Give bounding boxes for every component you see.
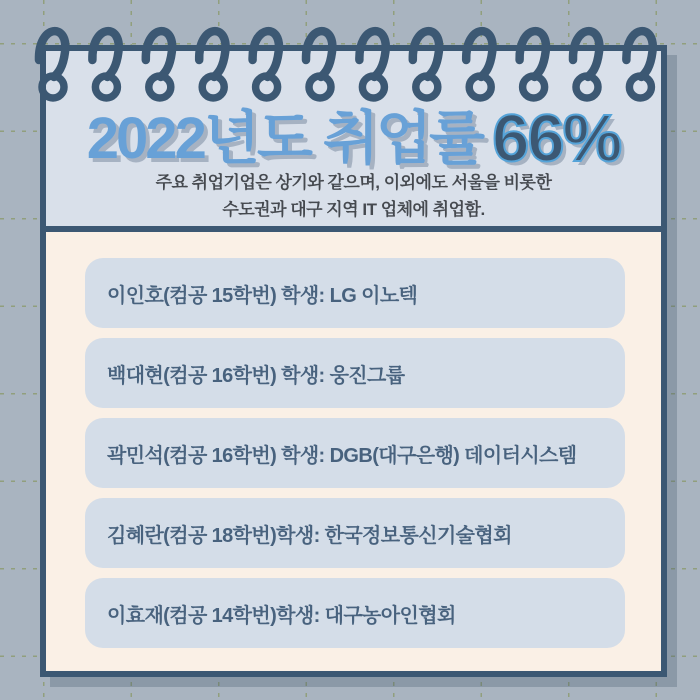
spiral-ring — [92, 31, 118, 98]
employee-label: 김혜란(컴공 18학번)학생: 한국정보통신기술협회 — [107, 524, 512, 547]
subtitle-line-1: 주요 취업기업은 상기와 같으며, 이외에도 서울을 비롯한 — [155, 173, 552, 192]
spiral-ring — [520, 31, 546, 98]
spiral-ring — [39, 31, 65, 98]
employee-row — [85, 578, 625, 648]
title-text: 2022년도 취업률 — [86, 106, 483, 171]
employee-row — [85, 498, 625, 568]
spiral-ring — [626, 31, 652, 98]
employee-label: 백대현(컴공 16학번) 학생: 웅진그룹 — [107, 364, 405, 387]
notebook-page — [40, 45, 667, 677]
subtitle — [46, 169, 661, 223]
spiral-ring — [253, 31, 279, 98]
employee-row — [85, 258, 625, 328]
employee-label: 이인호(컴공 15학번) 학생: LG 이노텍 — [107, 284, 418, 307]
subtitle-line-2: 수도권과 대구 지역 IT 업체에 취업함. — [222, 200, 485, 219]
title-percentage: 66% — [492, 101, 621, 176]
spiral-ring — [306, 31, 332, 98]
spiral-ring — [146, 31, 172, 98]
employee-label: 이효재(컴공 14학번)학생: 대구농아인협회 — [107, 604, 456, 627]
spiral-ring — [359, 31, 385, 98]
employee-row — [85, 338, 625, 408]
employee-label: 곽민석(컴공 16학번) 학생: DGB(대구은행) 데이터시스템 — [107, 444, 577, 467]
spiral-ring — [413, 31, 439, 98]
spiral-binding — [0, 0, 700, 120]
spiral-ring — [466, 31, 492, 98]
employee-row — [85, 418, 625, 488]
employee-list — [46, 238, 661, 671]
spiral-ring — [573, 31, 599, 98]
spiral-ring — [199, 31, 225, 98]
